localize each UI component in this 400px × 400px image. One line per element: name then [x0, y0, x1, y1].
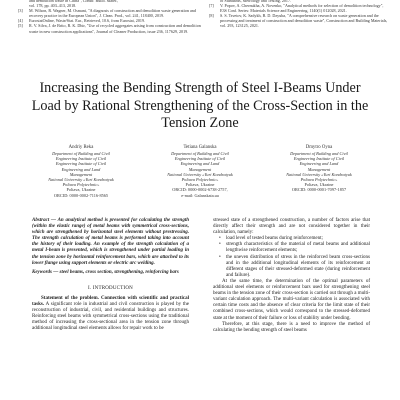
affiliation-line: Management — [188, 166, 212, 172]
reference-number: [5] — [18, 23, 23, 29]
affiliation-line: Poltava Polytechnic» — [300, 177, 338, 183]
affiliation-line: Management — [69, 171, 93, 177]
reference-text: R. V. Silva, J. de Brito, R. K. Dhir, "Use of recycled aggregates arising from construction and demolition waste in new construction applications", Journal of Cleaner Production, issue 236, 117629, 2019. — [29, 23, 201, 34]
reference-column-left — [18, 0, 201, 34]
affiliation-line: Engineering Institute of Civil — [55, 156, 107, 162]
affiliation-line: Department of Building and Civil — [290, 151, 348, 156]
affiliation-line: Poltava, Ukraine — [66, 187, 96, 193]
affiliation-line: National University «Yuri Kondratyuk — [167, 171, 233, 177]
author-name: Tetiana Galanska — [183, 145, 217, 150]
reference-list — [0, 0, 400, 50]
reference-number: [7] — [209, 3, 214, 9]
body-paragraph: stressed state of a strengthened construction, a number of factors arise that directly affect their strength and are not considered together in their calculation, namely: — [213, 218, 370, 236]
reference-item — [209, 3, 389, 13]
reference-number: [3] — [18, 8, 23, 14]
author-column — [141, 145, 259, 198]
author-column — [260, 145, 378, 193]
author-email: e-mail: Galanskata.ua — [181, 192, 219, 198]
affiliation-line: Engineering and Land — [61, 166, 101, 172]
affiliation-line: Engineering and Land — [180, 161, 220, 167]
affiliation-line: Poltava, Ukraine — [304, 182, 334, 188]
reference-text: of Standards, Metrology and Testing, 2017. — [220, 0, 292, 3]
author-column — [22, 145, 140, 198]
author-orcid: ORCID: 0000-0002-6738-2757, — [172, 187, 228, 193]
reference-text: vol. 178, pp. 403–413, 2018. — [29, 3, 77, 9]
affiliation-line: Management — [307, 166, 331, 172]
reference-text: V. Popov, A. Chernukha, A. Novenko, "Analytical methods for selection of demolition technology", E3S Conf. Series: Materials Science and Engineering, 1140(1) 012028, 2021. — [220, 3, 384, 14]
affiliation-line: Engineering Institute of Civil — [293, 156, 345, 162]
bullet-item: • strength characteristics of the material of metal beams and additional lengthwise reinforcement elements; — [226, 242, 370, 254]
affiliation-line: Poltava Polytechnic» — [181, 177, 219, 183]
author-block — [22, 145, 378, 207]
reference-column-right — [209, 0, 389, 29]
keywords: Keywords — steel beams, cross section, strengthening, reinforcing bars — [32, 269, 179, 275]
body-paragraph: Therefore, at this stage, there is a need to improve the method of calculating the bending strength of steel beams — [213, 321, 370, 333]
reference-item — [18, 23, 201, 33]
bullet-item: • the uneven distribution of stress in the reinforced beam cross-sections and in the additional longitudinal elements of its reinforcement at different stages of their stressed-deformed state (during reinforcement and failure). — [226, 255, 370, 279]
reference-text: EurostatOnline, Waste/Stat. Eur., Retrieved, 10.6, from Eurostat, 2019. — [29, 18, 146, 24]
reference-text: S. S. Tsvetov, K. Sadykh, B. D. Dzyuba, "A comprehensive research on waste generation and the processing and treatment of construction and demolition waste", Construction and Building Materials, vol. 293, 123125, 2021. — [220, 13, 388, 29]
affiliation-line: Engineering Institute of Civil — [174, 156, 226, 162]
paper-title: Increasing the Bending Strength of Steel I-Beams Under Load by Rational Strengthening of the Cross-Section in the Tension Zone — [31, 80, 369, 131]
body-column-right — [213, 218, 370, 334]
reference-text: and demolition waste in China", Constr. Build. Mater., — [29, 0, 119, 3]
intro-paragraph — [32, 296, 189, 333]
affiliation-line: Engineering and Land — [299, 161, 339, 167]
affiliation-line: Department of Building and Civil — [171, 151, 229, 156]
author-name: Dmytro Oyna — [305, 145, 333, 150]
reference-text: M. Wilson, R. Wagner, M. Osmani, "A diagnosis of construction and demolition waste generation and recovery practice in the European Union", J. Clean. Prod., vol. 241, 118400, 2019. — [29, 8, 196, 19]
reference-item — [18, 8, 201, 18]
affiliation-line: Department of Building and Civil — [52, 151, 110, 156]
affiliation-line: National University «Yuri Kondratyuk — [286, 171, 352, 177]
affiliation-line: National University «Yuri Kondratyuk — [48, 177, 114, 183]
reference-item — [209, 13, 389, 28]
affiliation-line: Poltava, Ukraine — [185, 182, 215, 188]
section-heading: I. INTRODUCTION — [88, 285, 133, 291]
bullet-list — [213, 236, 370, 279]
affiliation-line: Engineering Institute of Civil — [55, 161, 107, 167]
abstract: Abstract — An analytical method is presented for calculating the strength (within the elastic range) of metal beams with symmetrical cross-sections, which are strengthened by horizontal steel elements without prestressing. The strength calculation of metal beams is performed taking into account the history of their loading. An example of the strength calculation of a metal I-beam is presented, which is strengthened under partial loading in the tension zone by horizontal reinforcement bars, which are attached to its lower flange using support elements or electric arc welding. — [32, 218, 189, 266]
affiliation-line: Poltava Polytechnic» — [62, 182, 100, 188]
body-column-left — [32, 218, 189, 333]
intro-lead: Statement of the problem. Connection with scientific and practical tasks. — [32, 295, 189, 308]
author-orcid: ORCID: 0000-0002-7116-8565 — [53, 192, 109, 198]
body-paragraph: At the same time, the determination of the optimal parameters of additional steel elements or reinforcement bars used for strengthening steel beams in the tension zone of their cross-section is carried out through a multi-variant calculation approach. The multi-variant calculation is associated with certain time costs and the absence of clear criteria for the limit state of their combined cross-sections, which would correspond to the stressed-deformed state at the moment of their failure or loss of stability under bending. — [213, 278, 370, 321]
intro-body: A significant role in industrial and civil construction is played by the reconstruction of industrial, civil, and residential buildings and structures. Reinforcing steel beams with symmetrical cross-sections using the traditional method of increasing the cross-sectional area in the tension zone through additional longitudinal steel elements allows for repair work to be — [32, 302, 189, 332]
reference-number: [4] — [18, 18, 23, 24]
author-name: Andriy Reka — [68, 145, 94, 150]
author-orcid: ORCID: 0000-0001-7097-1857 — [291, 187, 347, 193]
reference-number: [8] — [209, 13, 214, 19]
bullet-item: • load level of tested beams during reinforcement; — [226, 236, 370, 242]
